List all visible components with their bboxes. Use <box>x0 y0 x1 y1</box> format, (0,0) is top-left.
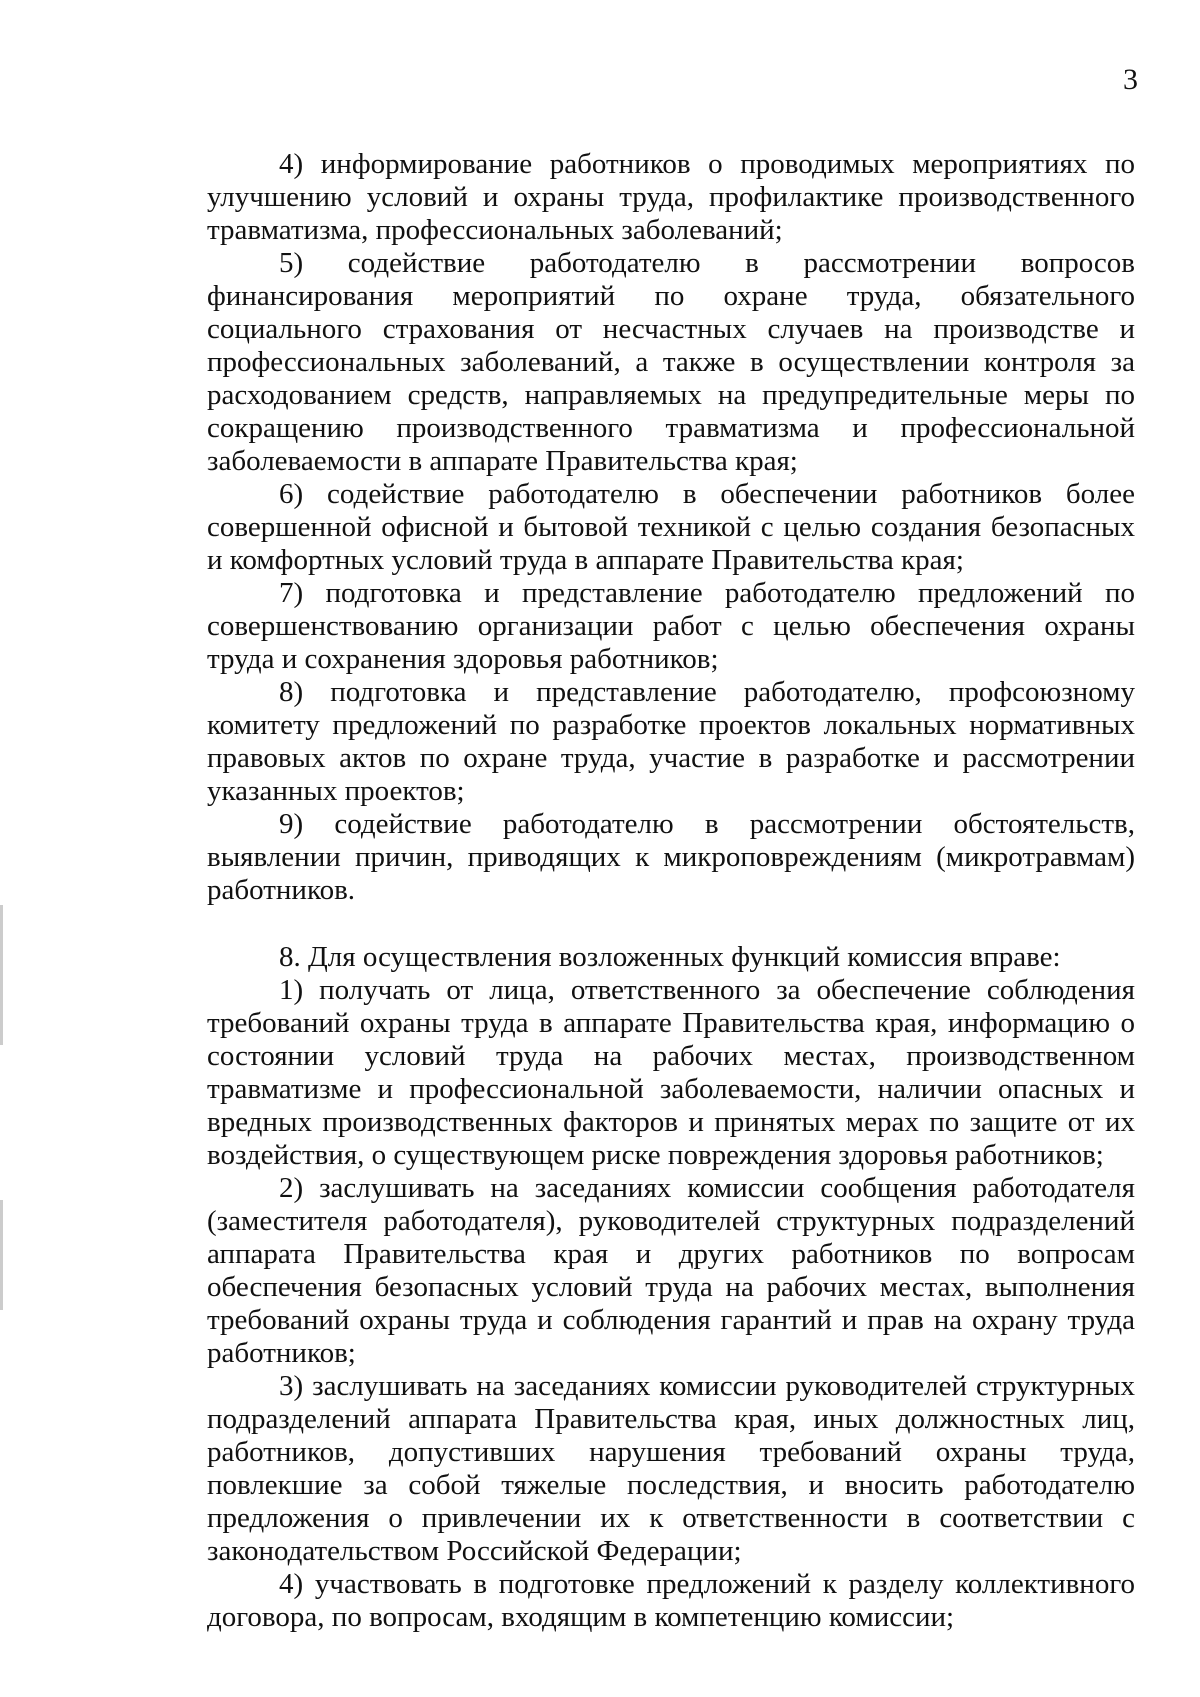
scan-edge-mark <box>0 905 3 1045</box>
list-item: 2) заслушивать на заседаниях комиссии сообщения работодателя (заместителя работодателя), руководителей структурных подразделений аппарата Правительства края и других работников по вопросам обеспечения безопасных условий труда на рабочих местах, выполнения требований охраны труда и соблюдения гарантий и прав на охрану труда работников; <box>207 1172 1135 1369</box>
list-item: 6) содействие работодателю в обеспечении работников более совершенной офисной и бытовой техникой с целью создания безопасных и комфортных условий труда в аппарате Правительства края; <box>207 478 1135 576</box>
list-item: 9) содействие работодателю в рассмотрении обстоятельств, выявлении причин, приводящих к микроповреждениям (микротравмам) работников. <box>207 808 1135 906</box>
list-item: 4) информирование работников о проводимых мероприятиях по улучшению условий и охраны труда, профилактике производственного травматизма, профессиональных заболеваний; <box>207 148 1135 246</box>
list-item: 4) участвовать в подготовке предложений к разделу коллективного договора, по вопросам, входящим в компетенцию комиссии; <box>207 1568 1135 1633</box>
list-item: 1) получать от лица, ответственного за обеспечение соблюдения требований охраны труда в аппарате Правительства края, информацию о состоянии условий труда на рабочих местах, производственном травматизме и профессиональной заболеваемости, наличии опасных и вредных производственных факторов и принятых мерах по защите от их воздействия, о существующем риске повреждения здоровья работников; <box>207 974 1135 1171</box>
document-body <box>207 148 1135 1634</box>
list-item: 5) содействие работодателю в рассмотрении вопросов финансирования мероприятий по охране труда, обязательного социального страхования от несчастных случаев на производстве и профессиональных заболеваний, а также в осуществлении контроля за расходованием средств, направляемых на предупредительные меры по сокращению производственного травматизма и профессиональной заболеваемости в аппарате Правительства края; <box>207 247 1135 477</box>
section-heading: 8. Для осуществления возложенных функций комиссия вправе: <box>279 941 1061 973</box>
list-item: 8) подготовка и представление работодателю, профсоюзному комитету предложений по разработке проектов локальных нормативных правовых актов по охране труда, участие в разработке и рассмотрении указанных проектов; <box>207 676 1135 807</box>
list-item: 3) заслушивать на заседаниях комиссии руководителей структурных подразделений аппарата Правительства края, иных должностных лиц, работников, допустивших нарушения требований охраны труда, повлекшие за собой тяжелые последствия, и вносить работодателю предложения о привлечении их к ответственности в соответствии с законодательством Российской Федерации; <box>207 1370 1135 1567</box>
page-number: 3 <box>1123 63 1138 96</box>
scan-edge-mark <box>0 1200 3 1310</box>
section-spacer <box>207 907 1135 941</box>
list-item: 7) подготовка и представление работодателю предложений по совершенствованию организации работ с целью обеспечения охраны труда и сохранения здоровья работников; <box>207 577 1135 675</box>
